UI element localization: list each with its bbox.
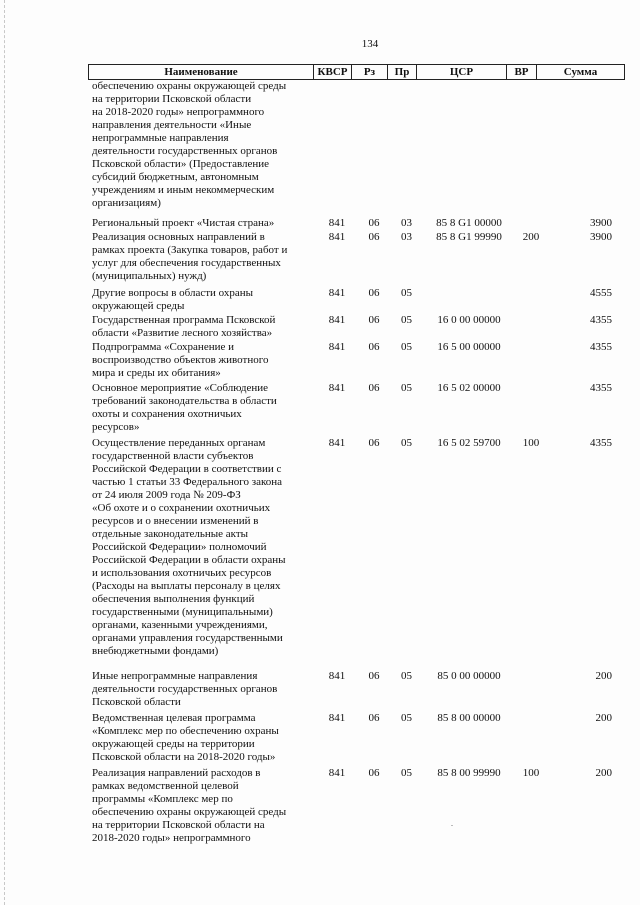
row-kvsr: 841 xyxy=(328,382,346,394)
row-kvsr: 841 xyxy=(328,314,346,326)
row-rz: 06 xyxy=(368,341,380,353)
page-number: 134 xyxy=(361,38,379,50)
header-rz: Рз xyxy=(352,65,388,79)
row-rz: 06 xyxy=(368,314,380,326)
header-sum: Сумма xyxy=(563,66,598,78)
row-sum: 4355 xyxy=(590,314,612,326)
row-rz: 06 xyxy=(368,767,380,779)
row-csr: 85 8 00 00000 xyxy=(437,712,501,724)
row-name: Региональный проект «Чистая страна» xyxy=(92,217,275,229)
row-name: Основное мероприятие «Соблюдение требований законодательства в области охоты и сохранения охотничьих ресурсов» xyxy=(92,382,277,433)
row-name: Осуществление переданных органам государственной власти субъектов Российской Федерации в соответствии с частью 1 статьи 33 Федерального закона от 24 июля 2009 года № 209-ФЗ «Об охоте и о сохранении охотничьих ресурсов и о внесении изменений в отдельные законодательные акты Российской Федерации» полномочий Российской Федерации в области охраны и использования охотничьих ресурсов (Расходы на выплаты персоналу в целях обеспечения выполнения функций государственными (муниципальными) органами, казенными учреждениями, органами управления государственными внебюджетными фондами) xyxy=(92,437,286,657)
row-csr: 85 8 G1 99990 xyxy=(436,231,502,243)
row-rz: 06 xyxy=(368,382,380,394)
row-csr: 16 0 00 00000 xyxy=(437,314,501,326)
row-pr: 05 xyxy=(401,382,412,394)
header-vr: ВР xyxy=(507,65,537,79)
row-name: Государственная программа Псковской области «Развитие лесного хозяйства» xyxy=(92,314,276,339)
row-rz: 06 xyxy=(368,287,380,299)
row-csr: 16 5 00 00000 xyxy=(437,341,501,353)
row-csr: 16 5 02 00000 xyxy=(437,382,501,394)
row-name: Подпрограмма «Сохранение и воспроизводство объектов животного мира и среды их обитания» xyxy=(92,341,269,379)
row-kvsr: 841 xyxy=(328,287,346,299)
row-kvsr: 841 xyxy=(328,231,346,243)
row-kvsr: 841 xyxy=(328,670,346,682)
row-name: Реализация основных направлений в рамках проекта (Закупка товаров, работ и услуг для обеспечения государственных (муниципальных) нужд) xyxy=(92,231,288,282)
row-csr: 16 5 02 59700 xyxy=(437,437,501,449)
row-pr: 05 xyxy=(401,767,412,779)
row-pr: 03 xyxy=(401,217,412,229)
page-edge-line xyxy=(4,0,5,905)
row-pr: 05 xyxy=(401,287,412,299)
row-rz: 06 xyxy=(368,217,380,229)
row-sum: 3900 xyxy=(590,217,612,229)
row-sum: 4355 xyxy=(590,341,612,353)
header-pr: Пр xyxy=(388,65,417,79)
row-pr: 05 xyxy=(401,670,412,682)
row-sum: 200 xyxy=(595,670,612,682)
row-kvsr: 841 xyxy=(328,767,346,779)
row-name: Иные непрограммные направления деятельности государственных органов Псковской области xyxy=(92,670,278,708)
row-name: Другие вопросы в области охраны окружающей среды xyxy=(92,287,254,312)
row-kvsr: 841 xyxy=(328,712,346,724)
row-rz: 06 xyxy=(368,231,380,243)
table-header xyxy=(88,64,625,80)
row-csr: 85 8 G1 00000 xyxy=(436,217,502,229)
scan-speck xyxy=(451,825,453,826)
row-vr: 200 xyxy=(522,231,540,243)
row-pr: 05 xyxy=(401,314,412,326)
header-kvsr: КВСР xyxy=(314,65,352,79)
header-csr: ЦСР xyxy=(417,65,507,79)
row-rz: 06 xyxy=(368,437,380,449)
row-sum: 3900 xyxy=(590,231,612,243)
row-pr: 05 xyxy=(401,712,412,724)
row-vr: 100 xyxy=(522,767,540,779)
row-csr: 85 0 00 00000 xyxy=(437,670,501,682)
row-sum: 200 xyxy=(595,712,612,724)
row-name: Реализация направлений расходов в рамках ведомственной целевой программы «Комплекс мер по обеспечению охраны окружающей среды на территории Псковской области на 2018-2020 годы» непрограммного xyxy=(92,767,287,844)
row-rz: 06 xyxy=(368,712,380,724)
row-pr: 05 xyxy=(401,341,412,353)
header-name: Наименование xyxy=(89,65,314,79)
row-pr: 03 xyxy=(401,231,412,243)
row-kvsr: 841 xyxy=(328,217,346,229)
row-csr: 85 8 00 99990 xyxy=(437,767,501,779)
row-vr: 100 xyxy=(522,437,540,449)
row-kvsr: 841 xyxy=(328,437,346,449)
row-sum: 4355 xyxy=(590,437,612,449)
row-sum: 200 xyxy=(595,767,612,779)
row-name: Ведомственная целевая программа «Комплекс мер по обеспечению охраны окружающей среды на территории Псковской области на 2018-2020 годы» xyxy=(92,712,279,763)
row-sum: 4355 xyxy=(590,382,612,394)
row-name: обеспечению охраны окружающей среды на территории Псковской области на 2018-2020 годы» непрограммного направления деятельности «Иные непрограммные направления деятельности государственных органов Псковской области» (Предоставление субсидий бюджетным, автономным учреждениям и иным некоммерческим организациям) xyxy=(92,80,287,209)
row-pr: 05 xyxy=(401,437,412,449)
row-sum: 4555 xyxy=(590,287,612,299)
row-kvsr: 841 xyxy=(328,341,346,353)
row-rz: 06 xyxy=(368,670,380,682)
